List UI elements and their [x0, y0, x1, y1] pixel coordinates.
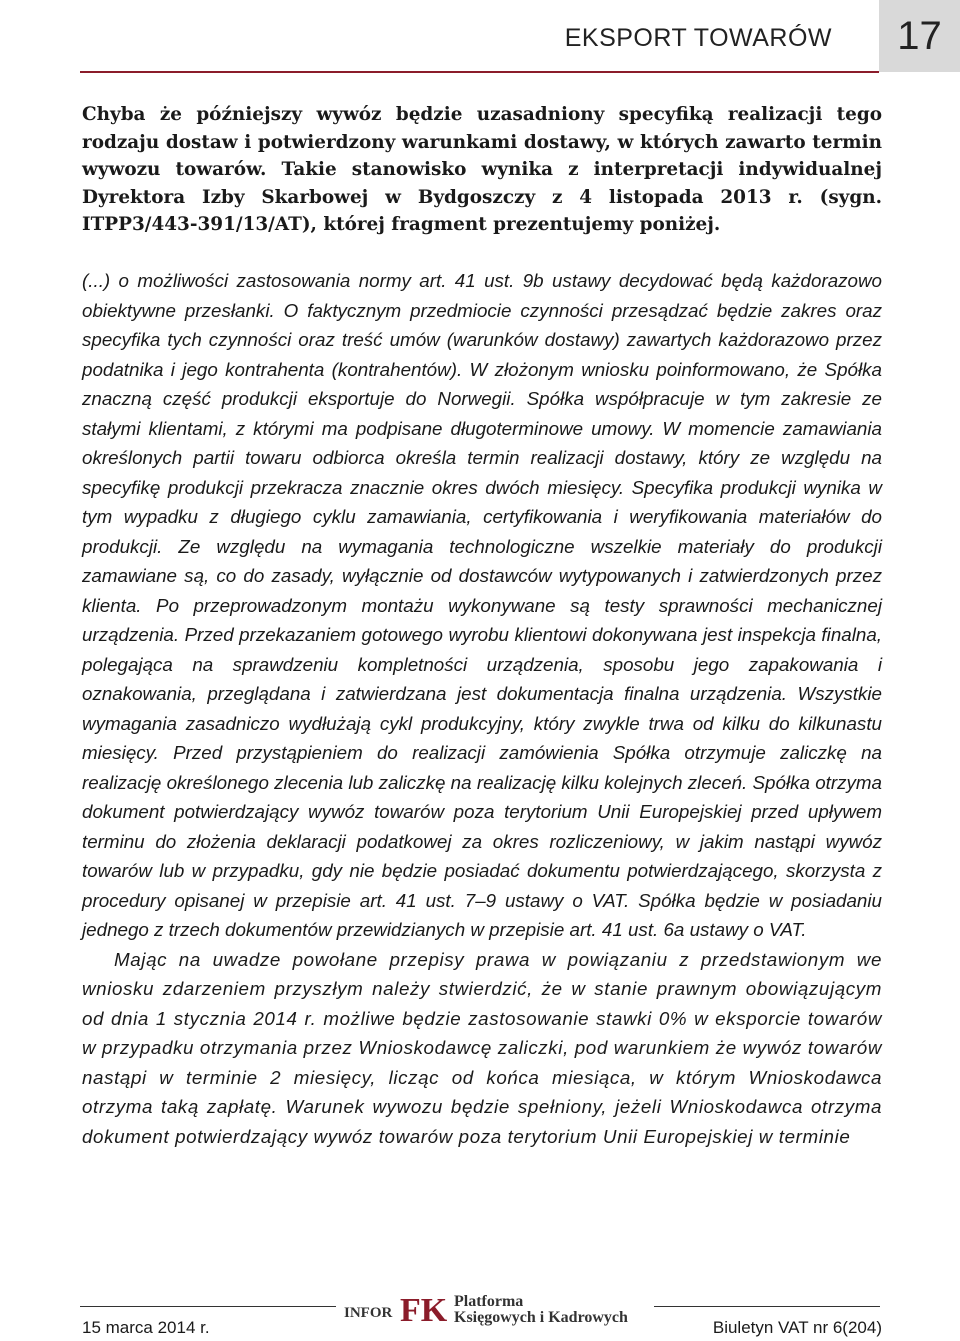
page-number-box	[879, 0, 960, 72]
footer-date: 15 marca 2014 r.	[82, 1318, 210, 1337]
publisher-logo	[336, 1290, 654, 1326]
footer-divider-left	[80, 1306, 336, 1307]
quote-paragraph-2: Mając na uwadze powołane przepisy prawa w powiązaniu z przedstawionym we wniosku zdarzeniem przyszłym należy stwierdzić, że w stanie prawnym obowiązującym od dnia 1 stycznia 2014 r. możliwe będzie zastosowanie stawki 0% w eksporcie towarów w przypadku otrzymania przez Wnioskodawcę zaliczki, pod warunkiem że wywóz towarów nastąpi w terminie 2 miesięcy, licząc od końca miesiąca, w którym Wnioskodawca otrzyma taką zapłatę. Warunek wywozu będzie spełniony, jeżeli Wnioskodawca otrzyma dokument potwierdzający wywóz towarów poza terytorium Unii Europejskiej w terminie	[82, 948, 882, 1147]
quote-paragraph-1: (...) o możliwości zastosowania normy art. 41 ust. 9b ustawy decydować będą każdorazowo obiektywne przesłanki. O faktycznym przedmiocie czynności przesądzać będzie zakres oraz specyfika tych czynności oraz treść umów (warunków dostawy) zawartych każdorazowo przez podatnika i jego kontrahenta (kontrahentów). W złożonym wniosku poinformowano, że Spółka znaczną część produkcji eksportuje do Norwegii. Spółka współpracuje w tym zakresie ze stałymi klientami, z którymi ma podpisane długoterminowe umowy. W momencie zamawiania określonych partii towaru odbiorca określa termin realizacji dostawy, który ze względu na specyfikę produkcji przekracza znacznie okres dwóch miesięcy. Specyfika produkcji wynika w tym wypadku z długiego cyklu zamawiania, certyfikowania i weryfikowania materiałów do produkcji. Ze względu na wymagania technologiczne wszelkie materiały do produkcji zamawiane są, co do zasady, wyłącznie od dostawców wytypowanych i zatwierdzonych przez klienta. Po przeprowadzonym montażu wykonywane są testy sprawności mechanicznej urządzenia. Przed przekazaniem gotowego wyrobu klientowi dokonywana jest inspekcja finalna, polegająca na sprawdzeniu kompletności urządzenia, sposobu jego zapakowania i oznakowania, przeglądana i zatwierdzana jest dokumentacja finalna urządzenia. Wszystkie wymagania zasadniczo wydłużają cykl produkcyjny, który zwykle trwa od kilku do kilkunastu miesięcy. Przed przystąpieniem do realizacji zamówienia Spółka otrzymuje zaliczkę na realizację określonego zlecenia lub zaliczkę na realizację kilku kolejnych zleceń. Spółka otrzyma dokument potwierdzający wywóz towarów poza terytorium Unii Europejskiej przed upływem terminu do złożenia deklaracji podatkowej za okres rozliczeniowy, w jakim nastąpi wywóz towarów lub w przypadku, gdy nie będzie posiadać dokumentu potwierdzającego, skorzysta z procedury opisanej w przepisie art. 41 ust. 7–9 ustawy o VAT. Spółka będzie w posiadaniu jednego z trzech dokumentów przewidzianych w przepisie art. 41 ust. 6a ustawy o VAT.	[82, 270, 882, 940]
header-divider	[80, 71, 879, 73]
logo-infor-text: INFOR	[344, 1305, 393, 1321]
logo-fk-mark: FK	[400, 1292, 448, 1326]
page-number: 17	[897, 13, 942, 58]
footer-divider-right	[654, 1306, 880, 1307]
interpretation-quote	[82, 266, 882, 1151]
footer-issue: Biuletyn VAT nr 6(204)	[712, 1318, 882, 1337]
logo-title-line-1: Platforma	[454, 1293, 524, 1310]
section-title: EKSPORT TOWARÓW	[564, 24, 832, 52]
lead-paragraph: Chyba że późniejszy wywóz będzie uzasadniony specyfiką realizacji tego rodzaju dostaw i potwierdzony warunkami dostawy, w których zawarto termin wywozu towarów. Takie stanowisko wynika z interpretacji indywidualnej Dyrektora Izby Skarbowej w Bydgoszczy z 4 listopada 2013 r. (sygn. ITPP3/443-391/13/AT), której fragment prezentujemy poniżej.	[82, 104, 882, 235]
logo-title-line-2: Księgowych i Kadrowych	[454, 1309, 628, 1326]
